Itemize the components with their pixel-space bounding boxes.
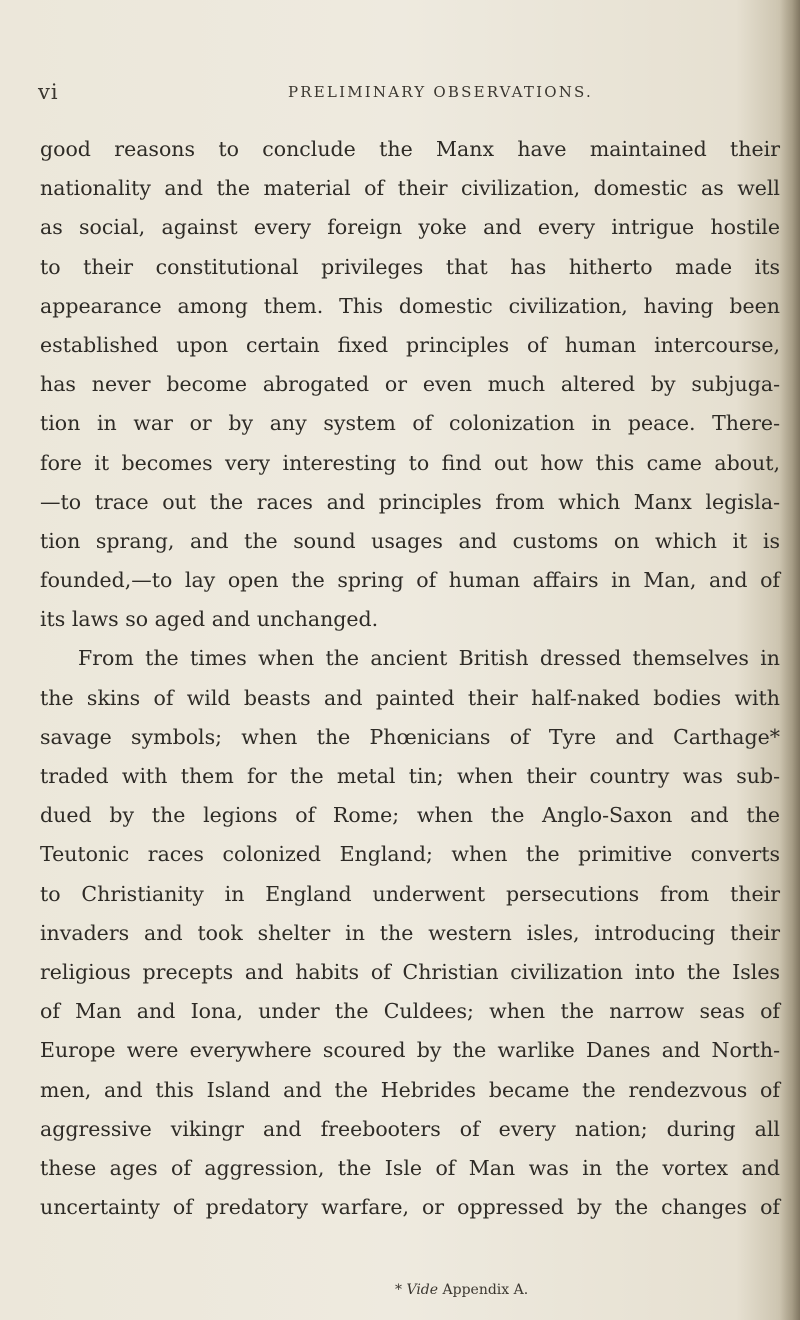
footnote-text: Vide Appendix A. [406, 1282, 529, 1298]
text-line: traded with them for the metal tin; when their country was sub- [40, 764, 780, 788]
text-line: appearance among them. This domestic civilization, having been [40, 293, 780, 318]
text-line: to Christianity in England underwent persecutions from their [40, 881, 780, 906]
running-title: PRELIMINARY OBSERVATIONS. [288, 83, 593, 101]
text-line: fore it becomes very interesting to find out how this came about, [40, 450, 780, 475]
text-line: nationality and the material of their civilization, domestic as well [40, 176, 780, 201]
text-line: Europe were everywhere scoured by the warlike Danes and North- [40, 1038, 780, 1063]
running-head [38, 80, 778, 110]
text-line: religious precepts and habits of Christian civilization into the Isles [40, 959, 780, 984]
text-line: men, and this Island and the Hebrides became the rendezvous of [40, 1077, 780, 1102]
text-line: has never become abrogated or even much altered by subjuga- [40, 372, 780, 397]
page-number: vi [38, 80, 59, 104]
text-line: Teutonic races colonized England; when the primitive converts [40, 842, 780, 867]
text-line: established upon certain fixed principles of human intercourse, [40, 332, 780, 357]
text-line: founded,—to lay open the spring of human affairs in Man, and of [40, 568, 780, 593]
text-line: tion in war or by any system of colonization in peace. There- [40, 411, 780, 436]
text-line: —to trace out the races and principles from which Manx legisla- [40, 489, 780, 514]
text-line: of Man and Iona, under the Culdees; when the narrow seas of [40, 999, 780, 1024]
body-text [40, 130, 780, 1227]
paragraph-start-line: From the times when the ancient British dressed themselves in [78, 646, 780, 671]
page-edge-shadow [780, 0, 800, 1320]
text-line: savage symbols; when the Phœnicians of Tyre and Carthage* [40, 724, 780, 749]
text-line: the skins of wild beasts and painted their half-naked bodies with [40, 685, 780, 710]
text-line: as social, against every foreign yoke and every intrigue hostile [40, 215, 780, 240]
text-line: aggressive vikingr and freebooters of every nation; during all [40, 1116, 780, 1141]
footnote-marker: * [395, 1282, 402, 1298]
text-line: to their constitutional privileges that has hitherto made its [40, 254, 780, 279]
text-line: tion sprang, and the sound usages and customs on which it is [40, 528, 780, 553]
footnote [395, 1282, 528, 1298]
text-line: dued by the legions of Rome; when the Anglo-Saxon and the [40, 803, 780, 828]
text-line: good reasons to conclude the Manx have maintained their [40, 137, 780, 161]
text-line: these ages of aggression, the Isle of Man was in the vortex and [40, 1155, 780, 1180]
text-line: invaders and took shelter in the western isles, introducing their [40, 920, 780, 945]
paragraph-end-line: its laws so aged and unchanged. [40, 607, 379, 632]
text-line: uncertainty of predatory warfare, or oppressed by the changes of [40, 1195, 780, 1220]
